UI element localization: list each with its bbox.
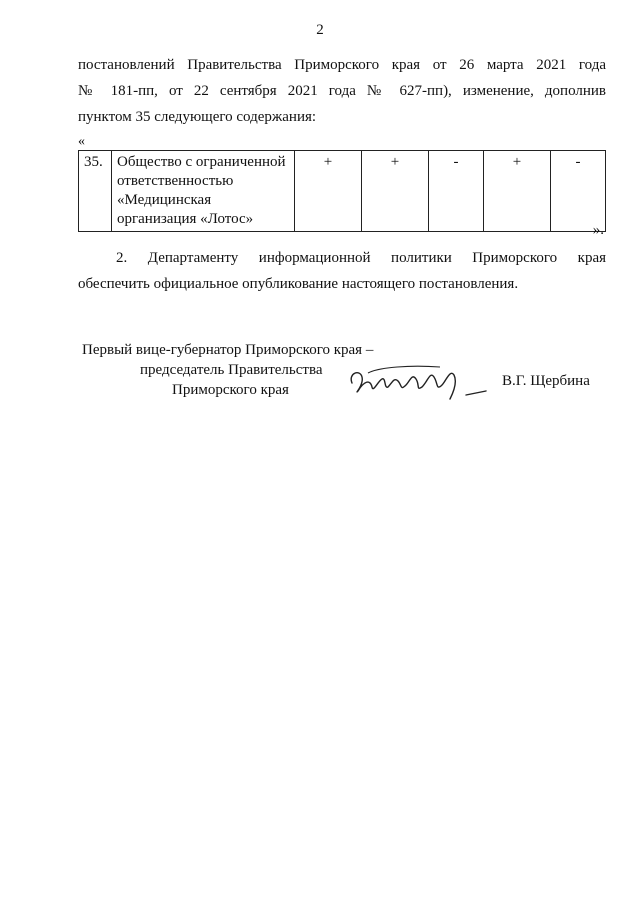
paragraph-2-line: 2. Департаменту информационной политики Приморского края bbox=[116, 250, 606, 266]
handwritten-signature bbox=[340, 355, 500, 410]
opening-quote: « bbox=[78, 134, 85, 149]
mark-cell: - bbox=[428, 151, 483, 232]
intro-line: пунктом 35 следующего содержания: bbox=[78, 109, 317, 125]
organization-name-line: организация «Лотос» bbox=[117, 211, 254, 227]
signer-title-line-2: председатель Правительства bbox=[140, 362, 323, 378]
signer-title-line-1: Первый вице-губернатор Приморского края – bbox=[82, 342, 374, 358]
amendment-table bbox=[78, 150, 606, 232]
closing-quote: ». bbox=[592, 222, 604, 238]
mark-cell: + bbox=[295, 151, 362, 232]
intro-paragraph bbox=[78, 52, 606, 130]
organization-name-line: ответственностью bbox=[117, 173, 234, 189]
signer-name: В.Г. Щербина bbox=[502, 373, 590, 389]
mark-cell: - bbox=[550, 151, 605, 232]
organization-name-line: «Медицинская bbox=[117, 192, 212, 208]
mark-cell: + bbox=[361, 151, 428, 232]
signer-title-line-3: Приморского края bbox=[172, 382, 289, 398]
page-number: 2 bbox=[316, 22, 324, 38]
organization-name-line: Общество с ограниченной bbox=[117, 154, 286, 170]
paragraph-2 bbox=[78, 245, 606, 297]
organization-name-cell bbox=[112, 151, 295, 232]
intro-line: постановлений Правительства Приморского края от 26 марта 2021 года bbox=[78, 57, 606, 73]
intro-line: № 181-пп, от 22 сентября 2021 года № 627-пп), изменение, дополнив bbox=[78, 83, 606, 99]
mark-cell: + bbox=[483, 151, 550, 232]
row-number-cell: 35. bbox=[79, 151, 112, 232]
table-row bbox=[79, 151, 606, 232]
paragraph-2-line: обеспечить официальное опубликование настоящего постановления. bbox=[78, 276, 519, 292]
